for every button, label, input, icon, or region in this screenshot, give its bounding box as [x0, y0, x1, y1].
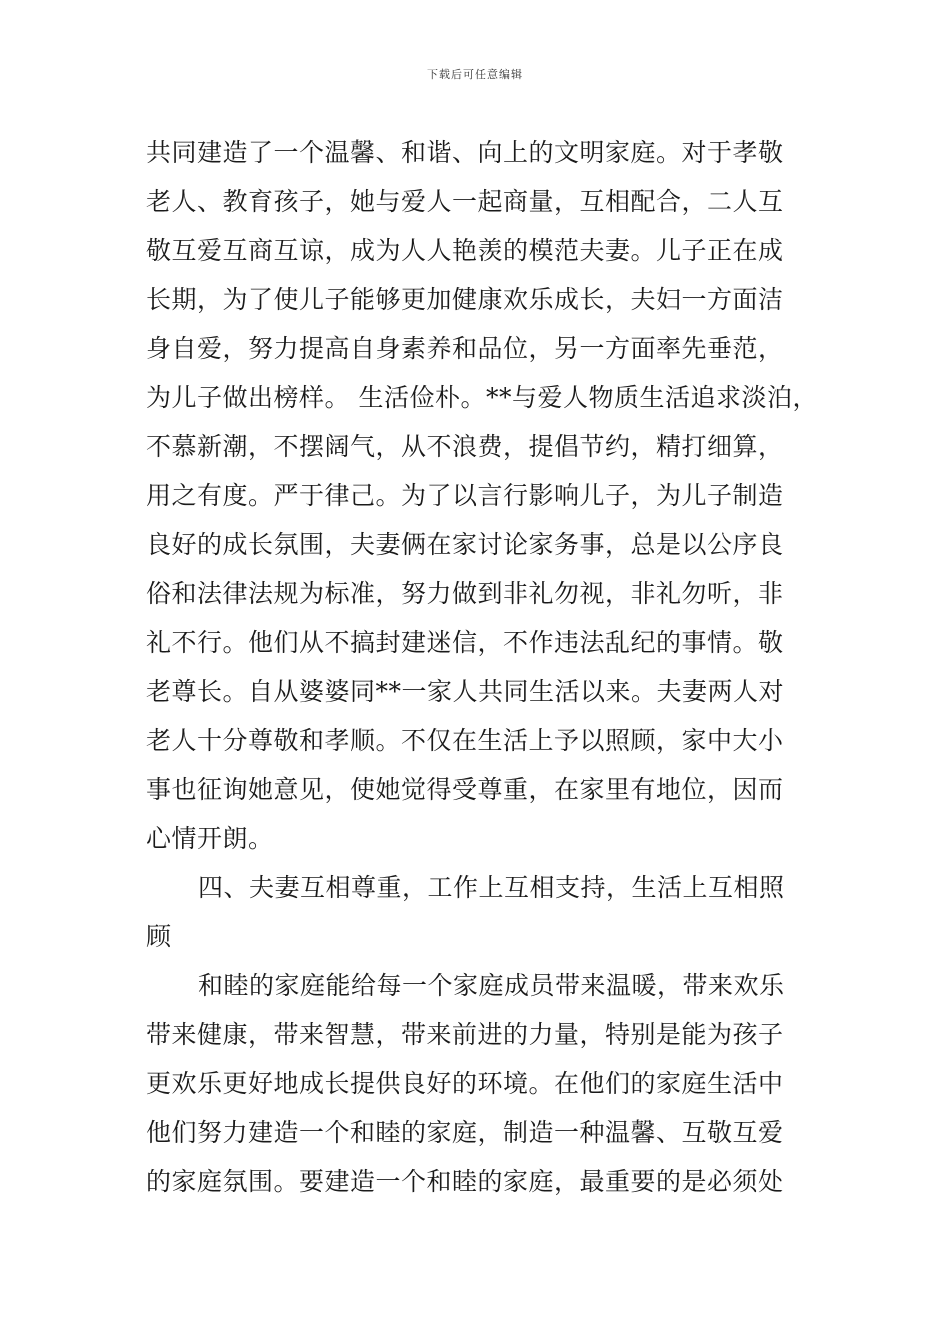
text-line: 身自爱，努力提高自身素养和品位，另一方面率先垂范，: [146, 334, 784, 363]
text-line: 老尊长。自从婆婆同**一家人共同生活以来。夫妻两人对: [146, 677, 785, 706]
header-note: 下载后可任意编辑: [427, 68, 523, 81]
text-line: 顾: [146, 922, 172, 951]
text-line: 老人十分尊敬和孝顺。不仅在生活上予以照顾，家中大小: [146, 726, 784, 755]
text-line: 礼不行。他们从不搞封建迷信，不作违法乱纪的事情。敬: [146, 628, 784, 657]
text-line: 四、夫妻互相尊重，工作上互相支持，生活上互相照: [198, 873, 785, 902]
text-line: 的家庭氛围。要建造一个和睦的家庭，最重要的是必须处: [146, 1167, 784, 1196]
paragraph: [146, 961, 826, 1206]
text-line: 他们努力建造一个和睦的家庭，制造一种温馨、互敬互爱: [146, 1118, 784, 1147]
text-line: 心情开朗。: [146, 824, 274, 853]
text-line: 老人、教育孩子，她与爱人一起商量，互相配合，二人互: [146, 187, 784, 216]
text-line: 事也征询她意见，使她觉得受尊重，在家里有地位，因而: [146, 775, 784, 804]
paragraph: [146, 128, 826, 863]
text-line: 长期，为了使儿子能够更加健康欢乐成长，夫妇一方面洁: [146, 285, 784, 314]
text-line: 带来健康，带来智慧，带来前进的力量，特别是能为孩子: [146, 1020, 784, 1049]
text-line: 用之有度。严于律己。为了以言行影响儿子，为儿子制造: [146, 481, 784, 510]
text-line: 和睦的家庭能给每一个家庭成员带来温暖，带来欢乐: [198, 971, 785, 1000]
text-line: 不慕新潮，不摆阔气，从不浪费，提倡节约，精打细算，: [146, 432, 784, 461]
text-line: 共同建造了一个温馨、和谐、向上的文明家庭。对于孝敬: [146, 138, 784, 167]
text-line: 敬互爱互商互谅，成为人人艳羡的模范夫妻。儿子正在成: [146, 236, 784, 265]
section-heading: [146, 863, 826, 961]
text-line: 俗和法律法规为标准，努力做到非礼勿视，非礼勿听，非: [146, 579, 784, 608]
document-body: [146, 128, 826, 1206]
text-line: 良好的成长氛围，夫妻俩在家讨论家务事，总是以公序良: [146, 530, 784, 559]
text-line: 为儿子做出榜样。 生活俭朴。**与爱人物质生活追求淡泊，: [146, 383, 818, 412]
text-line: 更欢乐更好地成长提供良好的环境。在他们的家庭生活中: [146, 1069, 784, 1098]
